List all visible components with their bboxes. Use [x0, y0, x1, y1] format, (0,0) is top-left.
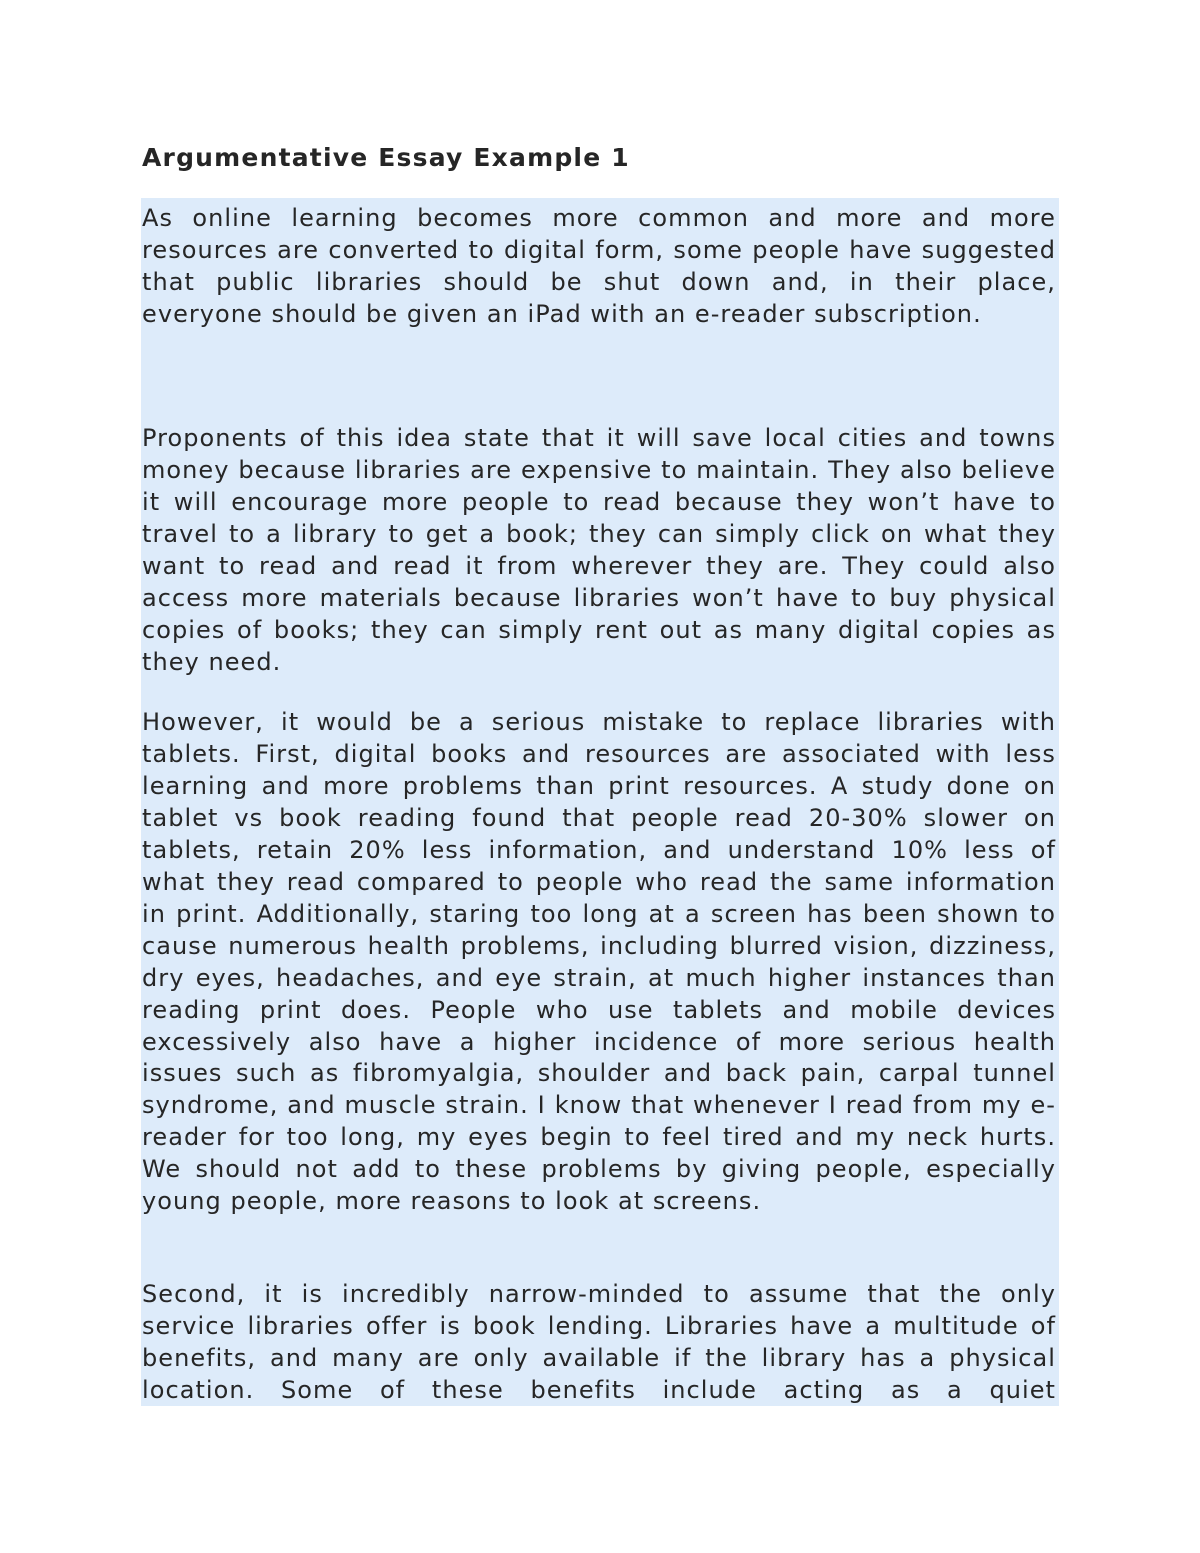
- paragraph-second-argument: Second, it is incredibly narrow-minded to assume that the only service libraries offer is book lending. Libraries have a multitude of benefits, and many are only available if the library has a physical location. Some of these benefits include acting as a quiet: [142, 1280, 1056, 1404]
- paragraph-first-argument: However, it would be a serious mistake to replace libraries with tablets. First, digital books and resources are associated with less learning and more problems than print resources. A study done on tablet vs book reading found that people read 20-30% slower on tablets, retain 20% less information, and understand 10% less of what they read compared to people who read the same information in print. Additionally, staring too long at a screen has been shown to cause numerous health problems, including blurred vision, dizziness, dry eyes, headaches, and eye strain, at much higher instances than reading print does. People who use tablets and mobile devices excessively also have a higher incidence of more serious health issues such as fibromyalgia, shoulder and back pain, carpal tunnel syndrome, and muscle strain. I know that whenever I read from my e-reader for too long, my eyes begin to feel tired and my neck hurts. We should not add to these problems by giving people, especially young people, more reasons to look at screens.: [142, 708, 1056, 1216]
- paragraph-proponents: Proponents of this idea state that it will save local cities and towns money because libraries are expensive to maintain. They also believe it will encourage more people to read because they won’t have to travel to a library to get a book; they can simply click on what they want to read and read it from wherever they are. They could also access more materials because libraries won’t have to buy physical copies of books; they can simply rent out as many digital copies as they need.: [142, 424, 1056, 676]
- paragraph-intro: As online learning becomes more common and more and more resources are converted to digital form, some people have suggested that public libraries should be shut down and, in their place, everyone should be given an iPad with an e-reader subscription.: [142, 204, 1056, 328]
- essay-title: Argumentative Essay Example 1: [142, 143, 630, 172]
